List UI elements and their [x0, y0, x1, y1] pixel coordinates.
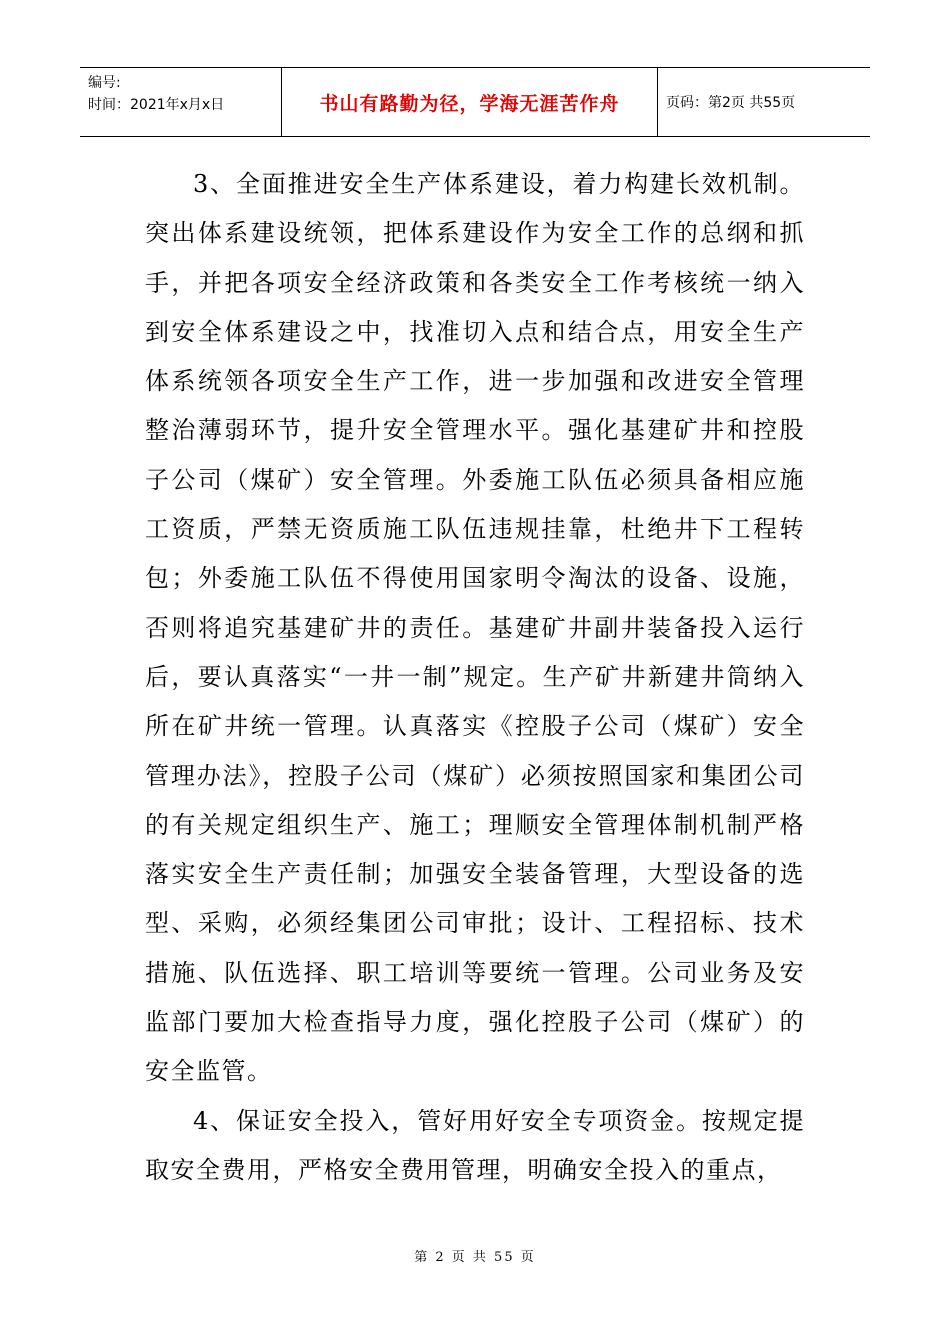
- paragraph-safety-system: 3、全面推进安全生产体系建设，着力构建长效机制。突出体系建设统领，把体系建设作为安全工作的总纲和抓手，并把各项安全经济政策和各类安全工作考核统一纳入到安全体系建设之中，找准切入点和结合点，用安全生产体系统领各项安全生产工作，进一步加强和改进安全管理整治薄弱环节，提升安全管理水平。强化基建矿井和控股子公司（煤矿）安全管理。外委施工队伍必须具备相应施工资质，严禁无资质施工队伍违规挂靠，杜绝井下工程转包；外委施工队伍不得使用国家明令淘汰的设备、设施，否则将追究基建矿井的责任。基建矿井副井装备投入运行后，要认真落实“一井一制”规定。生产矿井新建井筒纳入所在矿井统一管理。认真落实《控股子公司（煤矿）安全管理办法》，控股子公司（煤矿）必须按照国家和集团公司的有关规定组织生产、施工；理顺安全管理体制机制严格落实安全生产责任制；加强安全装备管理，大型设备的选型、采购，必须经集团公司审批；设计、工程招标、技术措施、队伍选择、职工培训等要统一管理。公司业务及安监部门要加大检查指导力度，强化控股子公司（煤矿）的安全监管。: [145, 170, 805, 1086]
- header-meta: [80, 68, 282, 136]
- header-motto-cell: [282, 68, 658, 136]
- page-header: [80, 67, 870, 137]
- header-page-info: 页码：第2页 共55页: [666, 95, 796, 111]
- document-body: [145, 160, 805, 1195]
- header-page-cell: [658, 68, 870, 136]
- document-date: 时间：2021年x月x日: [88, 97, 225, 113]
- paragraph-safety-investment: 4、保证安全投入，管好用好安全专项资金。按规定提取安全费用，严格安全费用管理，明确安全投入的重点，: [145, 1106, 805, 1184]
- header-motto: 书山有路勤为径，学海无涯苦作舟: [319, 92, 620, 115]
- document-number-label: 编号:: [88, 75, 121, 91]
- page-footer: 第 2 页 共 55 页: [414, 1250, 536, 1265]
